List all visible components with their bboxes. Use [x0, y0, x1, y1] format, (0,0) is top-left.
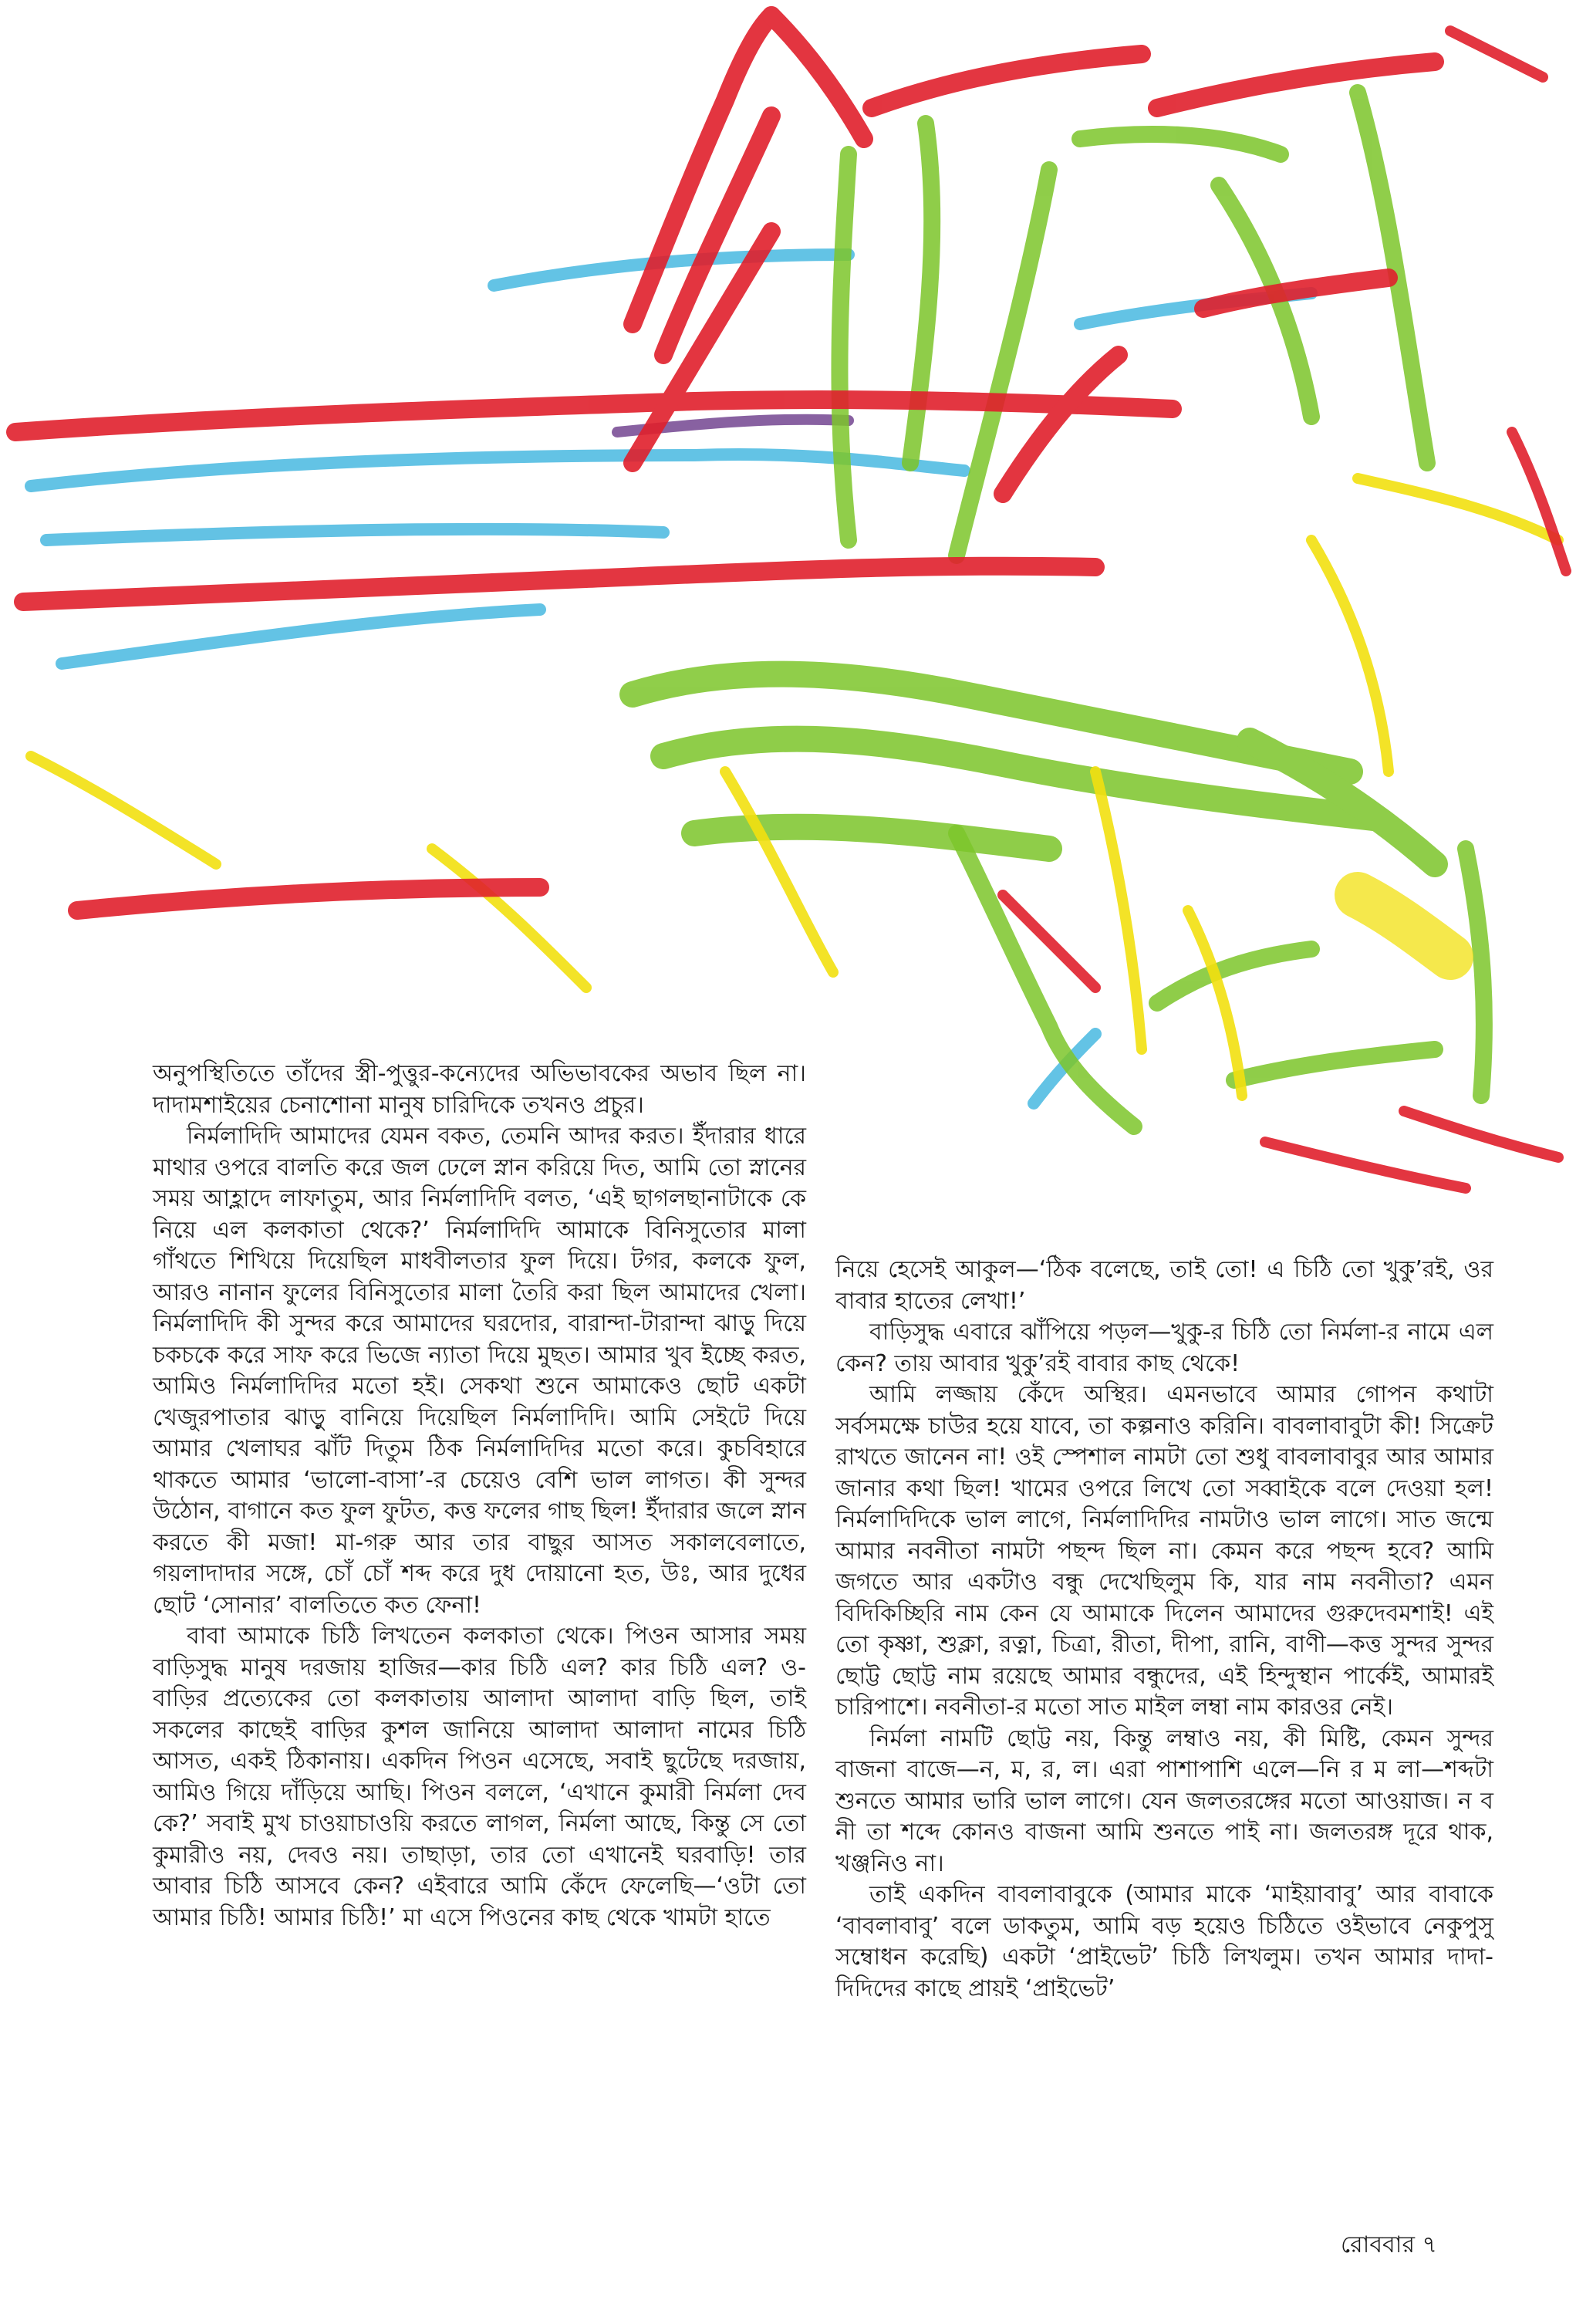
article-left-column [153, 1059, 806, 1934]
article-paragraph: নির্মলা নামটি ছোট্ট নয়, কিন্তু লম্বাও নয়, কী মিষ্টি, কেমন সুন্দর বাজনা বাজে—ন, ম, র, ল। এরা পাশাপাশি এলে—নি র ম লা—শব্দটা শুনতে আমার ভারি ভাল লাগে। যেন জলতরঙ্গের মতো আওয়াজ। ন ব নী তা শব্দে কোনও বাজনা আমি শুনতে পাই না। জলতরঙ্গ দূরে থাক, খঞ্জনিও না। [835, 1724, 1493, 1877]
article-paragraph: বাড়িসুদ্ধ এবারে ঝাঁপিয়ে পড়ল—খুকু-র চিঠি তো নির্মলা-র নামে এল কেন? তায় আবার খুকু’রই বাবার কাছ থেকে! [835, 1319, 1493, 1377]
page-folio: রোববার ৭ [1340, 2231, 1437, 2258]
article-paragraph: নিয়ে হেসেই আকুল—‘ঠিক বলেছে, তাই তো! এ চিঠি তো খুকু’রই, ওর বাবার হাতের লেখা!’ [835, 1256, 1493, 1315]
article-paragraph: বাবা আমাকে চিঠি লিখতেন কলকাতা থেকে। পিওন আসার সময় বাড়িসুদ্ধ মানুষ দরজায় হাজির—কার চিঠি এল? কার চিঠি এল? ও-বাড়ির প্রত্যেকের তো কলকাতায় আলাদা আলাদা বাড়ি ছিল, তাই সকলের কাছেই বাড়ির কুশল জানিয়ে আলাদা আলাদা নামের চিঠি আসত, একই ঠিকানায়। একদিন পিওন এসেছে, সবাই ছুটেছে দরজায়, আমিও গিয়ে দাঁড়িয়ে আছি। পিওন বললে, ‘এখানে কুমারী নির্মলা দেব কে?’ সবাই মুখ চাওয়াচাওয়ি করতে লাগল, নির্মলা আছে, কিন্তু সে তো কুমারীও নয়, দেবও নয়। তাছাড়া, তার তো এখানেই ঘরবাড়ি! তার আবার চিঠি আসবে কেন? এইবারে আমি কেঁদে ফেলেছি—‘ওটা তো আমার চিঠি! আমার চিঠি!’ মা এসে পিওনের কাছ থেকে খামটা হাতে [153, 1623, 806, 1931]
article-paragraph: তাই একদিন বাবলাবাবুকে (আমার মাকে ‘মাইয়াবাবু’ আর বাবাকে ‘বাবলাবাবু’ বলে ডাকতুম, আমি বড় হয়েও চিঠিতে ওইভাবে নেকুপুসু সম্বোধন করেছি) একটা ‘প্রাইভেট’ চিঠি লিখলুম। তখন আমার দাদা-দিদিদের কাছে প্রায়ই ‘প্রাইভেট’ [835, 1881, 1493, 2002]
article-paragraph: অনুপস্থিতিতে তাঁদের স্ত্রী-পুত্তুর-কন্যেদের অভিভাবকের অভাব ছিল না। দাদামশাইয়ের চেনাশোনা মানুষ চারিদিকে তখনও প্রচুর। [153, 1060, 806, 1119]
article-right-column [835, 1255, 1493, 2005]
article-paragraph: আমি লজ্জায় কেঁদে অস্থির। এমনভাবে আমার গোপন কথাটা সর্বসমক্ষে চাউর হয়ে যাবে, তা কল্পনাও করিনি। বাবলাবাবুটা কী! সিক্রেট রাখতে জানেন না! ওই স্পেশাল নামটা তো শুধু বাবলাবাবুর আর আমার জানার কথা ছিল! খামের ওপরে লিখে তো সব্বাইকে বলে দেওয়া হল! নির্মলাদিদিকে ভাল লাগে, নির্মলাদিদির নামটাও ভাল লাগে। সাত জন্মে আমার নবনীতা নামটা পছন্দ ছিল না। কেমন করে পছন্দ হবে? আমি জগতে আর একটাও বন্ধু দেখেছিলুম কি, যার নাম নবনীতা? এমন বিদিকিচ্ছিরি নাম কেন যে আমাকে দিলেন আমাদের গুরুদেবমশাই! এই তো কৃষ্ণা, শুক্লা, রত্না, চিত্রা, রীতা, দীপা, রানি, বাণী—কত্ত সুন্দর সুন্দর ছোট্ট ছোট্ট নাম রয়েছে আমার বন্ধুদের, এই হিন্দুস্থান পার্কেই, আমারই চারিপাশে। নবনীতা-র মতো সাত মাইল লম্বা নাম কারওর নেই। [835, 1381, 1493, 1721]
article-paragraph: নির্মলাদিদি আমাদের যেমন বকত, তেমনি আদর করত। ইঁদারার ধারে মাথার ওপরে বালতি করে জল ঢেলে স্নান করিয়ে দিত, আমি তো স্নানের সময় আহ্লাদে লাফাতুম, আর নির্মলাদিদি বলত, ‘এই ছাগলছানাটাকে কে নিয়ে এল কলকাতা থেকে?’ নির্মলাদিদি আমাকে বিনিসুতোর মালা গাঁথতে শিখিয়ে দিয়েছিল মাধবীলতার ফুল দিয়ে। টগর, কলকে ফুল, আরও নানান ফুলের বিনিসুতোর মালা তৈরি করা ছিল আমাদের খেলা। নির্মলাদিদি কী সুন্দর করে আমাদের ঘরদোর, বারান্দা-টারান্দা ঝাড়ু দিয়ে চকচকে করে সাফ করে ভিজে ন্যাতা দিয়ে মুছত। আমার খুব ইচ্ছে করত, আমিও নির্মলাদিদির মতো হই। সেকথা শুনে আমাকেও ছোট একটা খেজুরপাতার ঝাড়ু বানিয়ে দিয়েছিল নির্মলাদিদি। আমি সেইটে দিয়ে আমার খেলাঘর ঝাঁট দিতুম ঠিক নির্মলাদিদির মতো করে। কুচবিহারে থাকতে আমার ‘ভালো-বাসা’-র চেয়েও বেশি ভাল লাগত। কী সুন্দর উঠোন, বাগানে কত ফুল ফুটত, কত্ত ফলের গাছ ছিল! ইঁদারার জলে স্নান করতে কী মজা! মা-গরু আর তার বাছুর আসত সকালবেলাতে, গয়লাদাদার সঙ্গে, চোঁ চোঁ শব্দ করে দুধ দোয়ানো হত, উঃ, আর দুধের ছোট ‘সোনার’ বালতিতে কত ফেনা! [153, 1123, 806, 1619]
